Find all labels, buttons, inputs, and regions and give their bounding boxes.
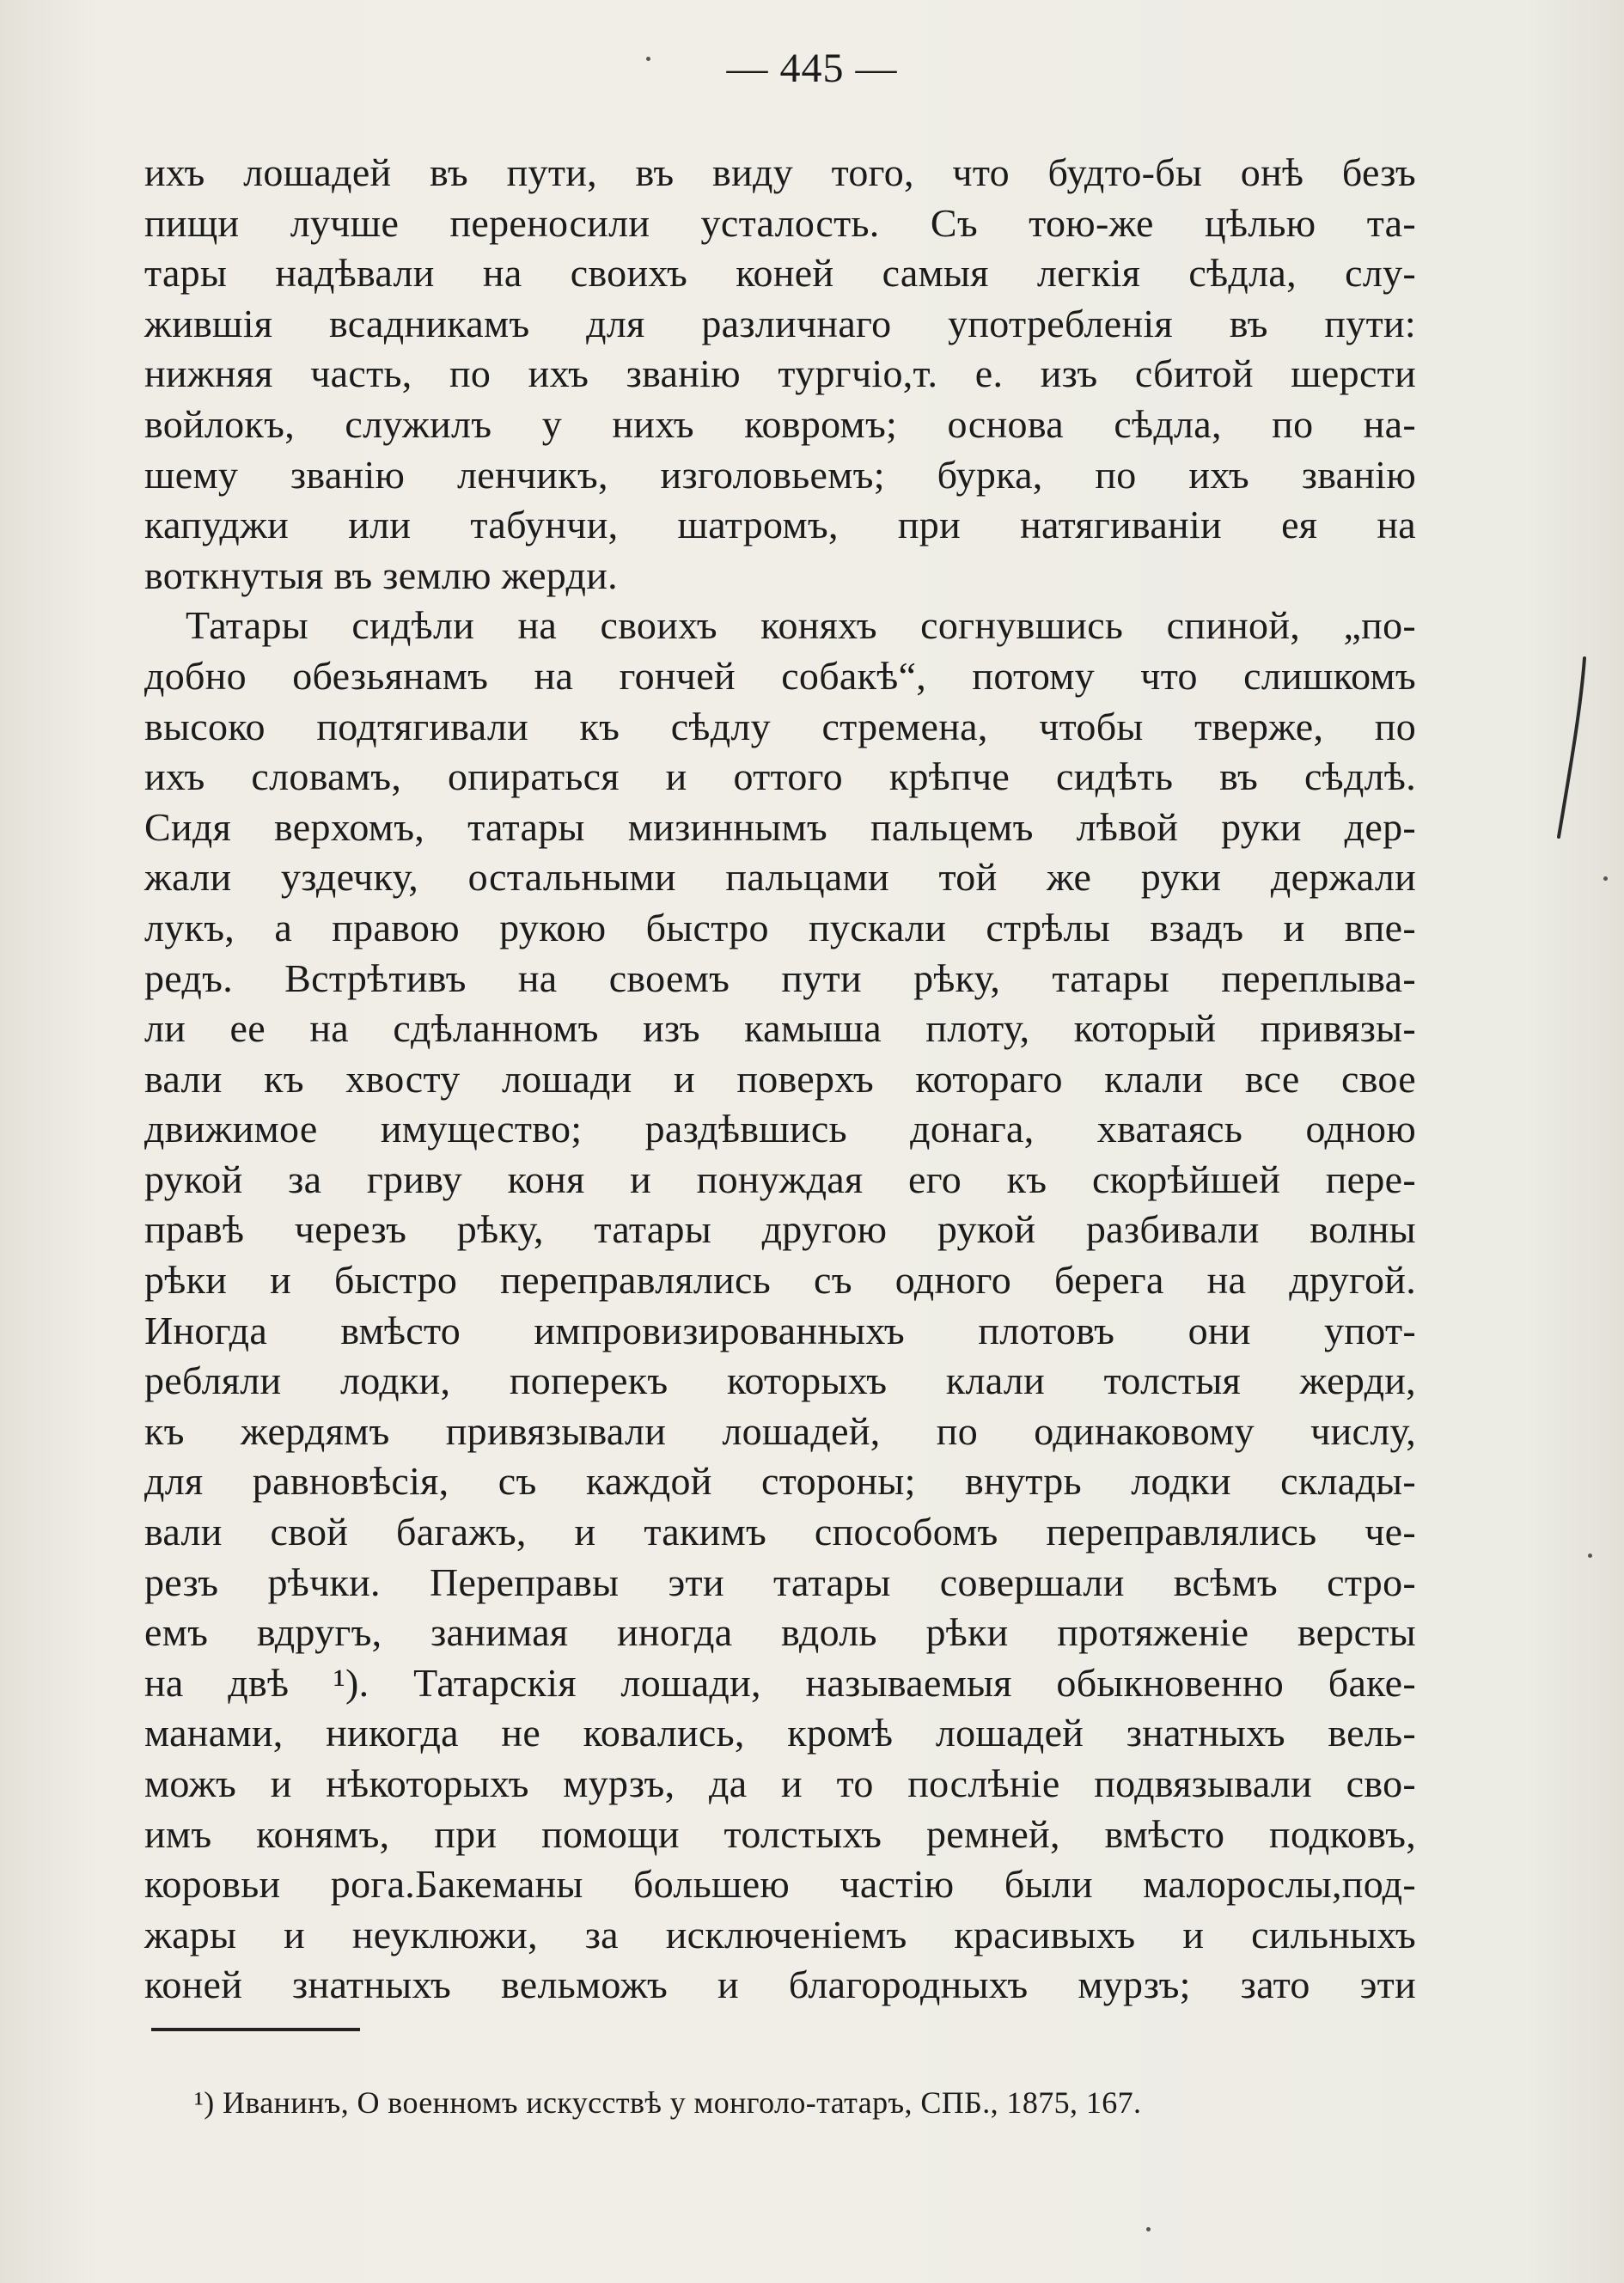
text-line: пищи лучше переносили усталость. Съ тою-же цѣлью та-: [144, 200, 1416, 245]
text-line: на двѣ ¹). Татарскія лошади, называемыя обыкновенно баке-: [144, 1660, 1416, 1705]
text-line: емъ вдругъ, занимая иногда вдоль рѣки протяженіе версты: [144, 1610, 1416, 1655]
text-line: жары и неуклюжи, за исключеніемъ красивыхъ и сильныхъ: [144, 1912, 1416, 1956]
text-line: резъ рѣчки. Переправы эти татары совершали всѣмъ стро-: [144, 1560, 1416, 1604]
text-line: ихъ лошадей въ пути, въ виду того, что будто-бы онѣ безъ: [144, 150, 1416, 194]
text-line: ребляли лодки, поперекъ которыхъ клали толстыя жерди,: [144, 1358, 1416, 1403]
text-line: для равновѣсія, съ каждой стороны; внутрь лодки склады-: [144, 1459, 1416, 1504]
text-line: можъ и нѣкоторыхъ мурзъ, да и то послѣніе подвязывали сво-: [144, 1761, 1416, 1805]
footnote-rule: [151, 2028, 360, 2031]
text-line: Татары сидѣли на своихъ коняхъ согнувшись спиной, „по-: [186, 603, 1416, 648]
text-line: рѣки и быстро переправлялись съ одного берега на другой.: [144, 1258, 1416, 1303]
text-line: лукъ, а правою рукою быстро пускали стрѣлы взадъ и впе-: [144, 905, 1416, 949]
paper-speck: [1588, 1554, 1592, 1558]
text-line: жившія всадникамъ для различнаго употребленія въ пути:: [144, 301, 1416, 345]
text-line: редъ. Встрѣтивъ на своемъ пути рѣку, татары переплыва-: [144, 955, 1416, 1000]
text-line: ли ее на сдѣланномъ изъ камыша плоту, который привязы-: [144, 1006, 1416, 1051]
text-line: коней знатныхъ вельможъ и благородныхъ мурзъ; зато эти: [144, 1963, 1416, 2007]
text-line: высоко подтягивали къ сѣдлу стремена, чтобы тверже, по: [144, 704, 1416, 748]
body-text: [144, 148, 1416, 2011]
text-line: коровьи рога.Бакеманы большею частію были малорослы,под-: [144, 1862, 1416, 1907]
paper-speck: [1146, 2227, 1151, 2231]
text-line: рукой за гриву коня и понуждая его къ скорѣйшей пере-: [144, 1157, 1416, 1201]
paper-speck: [1603, 876, 1608, 881]
page-number: — 445 —: [726, 46, 898, 91]
text-line: Иногда вмѣсто импровизированныхъ плотовъ они упот-: [144, 1308, 1416, 1352]
text-line: манами, никогда не ковались, кромѣ лошадей знатныхъ вель-: [144, 1711, 1416, 1755]
text-line: вали свой багажъ, и такимъ способомъ переправлялись че-: [144, 1510, 1416, 1554]
margin-pencil-mark: [1547, 653, 1598, 842]
text-line: къ жердямъ привязывали лошадей, по одинаковому числу,: [144, 1408, 1416, 1453]
footnote: ¹) Иванинъ, О военномъ искусствѣ у монголо-татаръ, СПБ., 1875, 167.: [194, 2085, 1142, 2120]
text-line: войлокъ, служилъ у нихъ ковромъ; основа сѣдла, по на-: [144, 401, 1416, 446]
text-line: вали къ хвосту лошади и поверхъ котораго клали все свое: [144, 1056, 1416, 1101]
text-line: тары надѣвали на своихъ коней самыя легкія сѣдла, слу-: [144, 251, 1416, 296]
text-line: имъ конямъ, при помощи толстыхъ ремней, вмѣсто подковъ,: [144, 1811, 1416, 1856]
text-line: шему званію ленчикъ, изголовьемъ; бурка, по ихъ званію: [144, 452, 1416, 497]
text-line: капуджи или табунчи, шатромъ, при натягиваніи ея на: [144, 503, 1416, 547]
text-line: нижняя часть, по ихъ званію тургчіо,т. е. изъ сбитой шерсти: [144, 351, 1416, 396]
text-line: воткнутыя въ землю жерди.: [144, 552, 618, 597]
text-line: добно обезьянамъ на гончей собакѣ“, потому что слишкомъ: [144, 653, 1416, 698]
text-line: правѣ черезъ рѣку, татары другою рукой разбивали волны: [144, 1207, 1416, 1252]
paper-speck: [646, 57, 650, 61]
text-line: ихъ словамъ, опираться и оттого крѣпче сидѣть въ сѣдлѣ.: [144, 754, 1416, 799]
text-line: Сидя верхомъ, татары мизиннымъ пальцемъ лѣвой руки дер-: [144, 804, 1416, 849]
text-line: жали уздечку, остальными пальцами той же руки держали: [144, 855, 1416, 900]
text-line: движимое имущество; раздѣвшись донага, хватаясь одною: [144, 1107, 1416, 1151]
